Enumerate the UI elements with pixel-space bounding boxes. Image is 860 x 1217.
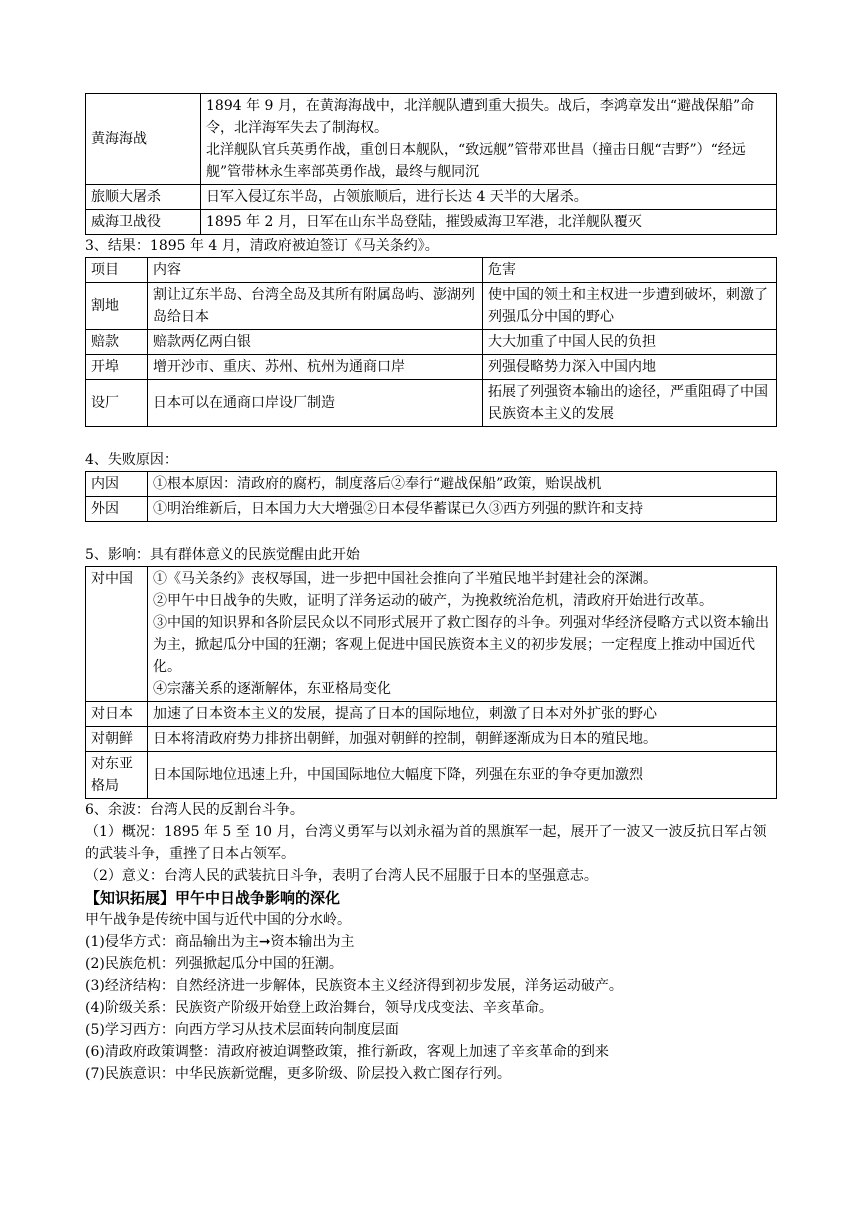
impact-text: 加速了日本资本主义的发展，提高了日本的国际地位，刺激了日本对外扩张的野心 xyxy=(148,702,777,727)
treaty-content: 割让辽东半岛、台湾全岛及其所有附属岛屿、澎湖列岛给日本 xyxy=(148,283,483,330)
treaty-harm: 拓展了列强资本输出的途径，严重阻碍了中国民族资本主义的发展 xyxy=(483,380,777,427)
impact-label: 对朝鲜 xyxy=(86,727,148,752)
extension-item: (2)民族危机：列强掀起瓜分中国的狂潮。 xyxy=(85,956,343,972)
treaty-item: 割地 xyxy=(86,283,148,330)
battle-name: 黄海海战 xyxy=(86,94,201,185)
result-heading: 3、结果：1895 年 4 月，清政府被迫签订《马关条约》。 xyxy=(85,238,439,254)
treaty-harm: 列强侵略势力深入中国内地 xyxy=(483,355,777,380)
table-row xyxy=(86,497,777,522)
spacer xyxy=(85,427,777,449)
extension-item: (4)阶级关系：民族资产阶级开始登上政治舞台，领导戊戌变法、辛亥革命。 xyxy=(85,1000,553,1016)
impact-label: 对日本 xyxy=(86,702,148,727)
failure-label: 外因 xyxy=(86,497,148,522)
extension-item: (5)学习西方：向西方学习从技术层面转向制度层面 xyxy=(85,1022,399,1038)
table-row xyxy=(86,330,777,355)
battle-detail: 日军入侵辽东半岛，占领旅顺后，进行长达 4 天半的大屠杀。 xyxy=(201,185,777,210)
table-row xyxy=(86,185,777,210)
table-row xyxy=(86,380,777,427)
extension-title: 【知识拓展】甲午中日战争影响的深化 xyxy=(85,889,341,907)
table-row xyxy=(86,210,777,235)
table-row xyxy=(86,567,777,702)
table-header-row xyxy=(86,258,777,283)
failure-label: 内因 xyxy=(86,472,148,497)
impact-heading: 5、影响：具有群体意义的民族觉醒由此开始 xyxy=(85,547,360,563)
impact-label: 对中国 xyxy=(86,567,148,702)
treaty-item: 设厂 xyxy=(86,380,148,427)
treaty-content: 赔款两亿两白银 xyxy=(148,330,483,355)
failure-table xyxy=(85,471,777,522)
extension-item: (3)经济结构：自然经济进一步解体，民族资本主义经济得到初步发展，洋务运动破产。 xyxy=(85,978,623,994)
impact-text: 日本将清政府势力排挤出朝鲜，加强对朝鲜的控制，朝鲜逐渐成为日本的殖民地。 xyxy=(148,727,777,752)
treaty-harm: 使中国的领土和主权进一步遭到破坏，刺激了列强瓜分中国的野心 xyxy=(483,283,777,330)
column-header: 危害 xyxy=(483,258,777,283)
table-row xyxy=(86,752,777,799)
battle-name: 旅顺大屠杀 xyxy=(86,185,201,210)
impact-text: 日本国际地位迅速上升，中国国际地位大幅度下降，列强在东亚的争夺更加激烈 xyxy=(148,752,777,799)
impact-line: ③中国的知识界和各阶层民众以不同形式展开了救亡图存的斗争。列强对华经济侵略方式以资本输出为主，掀起瓜分中国的狂潮；客观上促进中国民族资本主义的初步发展；一定程度上推动中国近代化。 xyxy=(153,615,769,675)
extension-item: (6)清政府政策调整：清政府被迫调整政策，推行新政，客观上加速了辛亥革命的到来 xyxy=(85,1044,609,1060)
impact-line: ②甲午中日战争的失败，证明了洋务运动的破产，为挽救统治危机，清政府开始进行改革。 xyxy=(153,593,713,609)
treaty-harm: 大大加重了中国人民的负担 xyxy=(483,330,777,355)
aftermath-heading: 6、余波：台湾人民的反割台斗争。 xyxy=(85,802,304,818)
battle-detail: 1895 年 2 月，日军在山东半岛登陆，摧毁威海卫军港，北洋舰队覆灭 xyxy=(201,210,777,235)
failure-heading: 4、失败原因： xyxy=(85,452,178,468)
treaty-table xyxy=(85,257,777,427)
impact-line: ①《马关条约》丧权辱国，进一步把中国社会推向了半殖民地半封建社会的深渊。 xyxy=(153,571,657,587)
battle-line: 北洋舰队官兵英勇作战，重创日本舰队，“致远舰”管带邓世昌（撞击日舰“吉野”）“经远舰”管带林永生率部英勇作战，最终与舰同沉 xyxy=(206,142,746,180)
table-row xyxy=(86,702,777,727)
failure-text: ①明治维新后，日本国力大大增强②日本侵华蓄谋已久③西方列强的默许和支持 xyxy=(148,497,777,522)
table-row xyxy=(86,283,777,330)
table-row xyxy=(86,94,777,185)
battle-detail xyxy=(201,94,777,185)
impact-label: 对东亚格局 xyxy=(86,752,148,799)
impact-line: ④宗藩关系的逐渐解体，东亚格局变化 xyxy=(153,681,391,697)
treaty-content: 增开沙市、重庆、苏州、杭州为通商口岸 xyxy=(148,355,483,380)
impact-text xyxy=(148,567,777,702)
treaty-item: 开埠 xyxy=(86,355,148,380)
battle-line: 1894 年 9 月，在黄海海战中，北洋舰队遭到重大损失。战后，李鸿章发出“避战保船”命令，北洋海军失去了制海权。 xyxy=(206,98,755,136)
battles-table xyxy=(85,93,777,235)
aftermath-overview: （1）概况：1895 年 5 至 10 月，台湾义勇军与以刘永福为首的黑旗军一起，展开了一波又一波反抗日军占领的武装斗争，重挫了日本占领军。 xyxy=(85,824,767,862)
spacer xyxy=(85,522,777,544)
table-row xyxy=(86,355,777,380)
table-row xyxy=(86,727,777,752)
battle-name: 威海卫战役 xyxy=(86,210,201,235)
extension-item: (1)侵华方式：商品输出为主➞资本输出为主 xyxy=(85,934,355,950)
failure-text: ①根本原因：清政府的腐朽，制度落后②奉行“避战保船”政策，贻误战机 xyxy=(148,472,777,497)
column-header: 项目 xyxy=(86,258,148,283)
impact-table xyxy=(85,566,777,799)
treaty-content: 日本可以在通商口岸设厂制造 xyxy=(148,380,483,427)
document-page xyxy=(85,93,777,1085)
table-row xyxy=(86,472,777,497)
aftermath-significance: （2）意义：台湾人民的武装抗日斗争，表明了台湾人民不屈服于日本的坚强意志。 xyxy=(85,868,598,884)
treaty-item: 赔款 xyxy=(86,330,148,355)
extension-item: (7)民族意识：中华民族新觉醒，更多阶级、阶层投入救亡图存行列。 xyxy=(85,1066,511,1082)
extension-intro: 甲午战争是传统中国与近代中国的分水岭。 xyxy=(85,912,351,928)
column-header: 内容 xyxy=(148,258,483,283)
